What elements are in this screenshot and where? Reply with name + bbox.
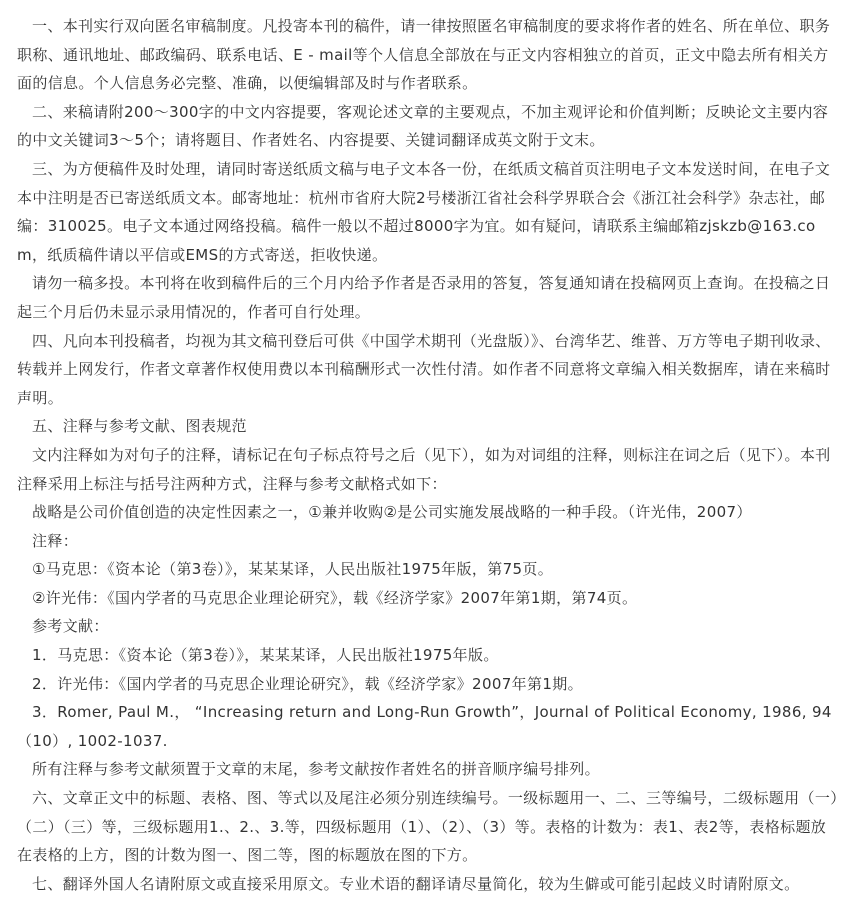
note-item-2: ②许光伟：《国内学者的马克思企业理论研究》，载《经济学家》2007年第1期，第74页。 (32, 588, 638, 607)
guideline-abstract-keywords: 二、来稿请附200～300字的中文内容提要，客观论述文章的主要观点，不加主观评论和价值判断；反映论文主要内容的中文关键词3～5个；请将题目、作者姓名、内容提要、关键词翻译成英文附于文末。 (17, 102, 829, 150)
notes-placement-rule: 所有注释与参考文献须置于文章的末尾，参考文献按作者姓名的拼音顺序编号排列。 (32, 760, 600, 779)
guideline-no-duplicate-submission: 请勿一稿多投。本刊将在收到稿件后的三个月内给予作者是否录用的答复，答复通知请在投稿网页上查询。在投稿之日起三个月后仍未显示录用情况的，作者可自行处理。 (17, 274, 831, 321)
reference-item-3: 3．Romer, Paul M.， “Increasing return and Long-Run Growth”，Journal of Political Economy, 1986, 94（10）, 1002-1037. (17, 703, 832, 750)
reference-item-1: 1．马克思：《资本论（第3卷）》，某某某译，人民出版社1975年版。 (32, 646, 499, 665)
example-sentence: 战略是公司价值创造的决定性因素之一，①兼并收购②是公司实施发展战略的一种手段。（许光伟，2007） (32, 503, 752, 522)
guideline-copyright: 四、凡向本刊投稿者，均视为其文稿刊登后可供《中国学术期刊（光盘版）》、台湾华艺、维普、万方等电子期刊收录、转载并上网发行，作者文章著作权使用费以本刊稿酬形式一次性付清。如作者不同意将文章编入相关数据库，请在来稿时声明。 (17, 331, 831, 407)
notes-label: 注释： (32, 531, 79, 550)
note-item-1: ①马克思：《资本论（第3卷）》，某某某译，人民出版社1975年版，第75页。 (32, 560, 554, 579)
guideline-double-blind-review: 一、本刊实行双向匿名审稿制度。凡投寄本刊的稿件，请一律按照匿名审稿制度的要求将作者的姓名、所在单位、职务职称、通讯地址、邮政编码、联系电话、E - mail等个人信息全部放在与正文内容相独立的首页，正文中隐去所有相关方面的信息。个人信息务必完整、准确，以便编辑部及时与作者联系。 (17, 17, 831, 93)
guideline-submission-address: 三、为方便稿件及时处理，请同时寄送纸质文稿与电子文本各一份，在纸质文稿首页注明电子文本发送时间，在电子文本中注明是否已寄送纸质文本。邮寄地址：杭州市省府大院2号楼浙江省社会科学界联合会《浙江社会科学》杂志社，邮编：310025。电子文本通过网络投稿。稿件一般以不超过8000字为宜。如有疑问，请联系主编邮箱zjskzb@163.com，纸质稿件请以平信或EMS的方式寄送，拒收快递。 (17, 159, 831, 264)
guideline-translation: 七、翻译外国人名请附原文或直接采用原文。专业术语的翻译请尽量简化，较为生僻或可能引起歧义时请附原文。 (32, 874, 800, 893)
references-label: 参考文献： (32, 617, 109, 636)
guideline-numbering: 六、文章正文中的标题、表格、图、等式以及尾注必须分别连续编号。一级标题用一、二、三等编号，二级标题用（一）（二）（三）等，三级标题用1.、2.、3.等，四级标题用（1）、（2）、（3）等。表格的计数为：表1、表2等，表格标题放在表格的上方，图的计数为图一、图二等，图的标题放在图的下方。 (17, 789, 839, 865)
notes-format-intro: 文内注释如为对句子的注释，请标记在句子标点符号之后（见下），如为对词组的注释，则标注在词之后（见下）。本刊注释采用上标注与括号注两种方式，注释与参考文献格式如下： (17, 445, 831, 493)
reference-item-2: 2．许光伟：《国内学者的马克思企业理论研究》，载《经济学家》2007年第1期。 (32, 674, 583, 693)
section-heading-notes-references: 五、注释与参考文献、图表规范 (32, 417, 247, 436)
